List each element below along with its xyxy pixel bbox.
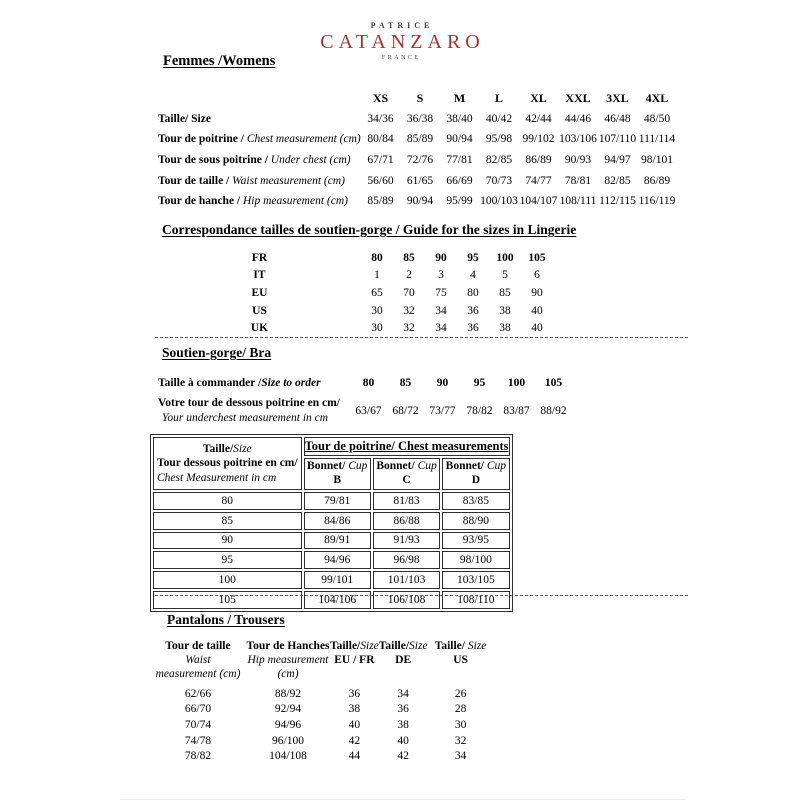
size-value-cell: 56/60 [367, 174, 394, 187]
size-value-cell: 103/106 [559, 133, 597, 146]
corner-subtitle-english: Chest Measurement in cm [157, 471, 277, 484]
size-value-cell: 112/115 [599, 195, 636, 208]
size-header-cell: 3XL [606, 90, 629, 105]
trousers-size-table [150, 640, 494, 764]
size-value-cell: 85 [499, 286, 511, 299]
table-row [158, 249, 553, 267]
size-value-cell: 6 [534, 269, 540, 282]
cup-value-cell: 91/93 [373, 532, 440, 550]
table-row [158, 284, 553, 302]
size-value-cell: 38 [499, 304, 511, 317]
size-value-cell: 86/89 [525, 154, 552, 167]
size-value-cell: 105 [528, 251, 546, 264]
row-label-english: Your underchest measurement in cm [162, 412, 329, 424]
table-row [150, 686, 494, 702]
cup-value-cell: 88/90 [442, 512, 509, 530]
size-value-cell: 90/93 [564, 154, 592, 167]
size-value-cell: 30 [454, 718, 467, 731]
size-value-cell: 83/87 [503, 405, 530, 417]
table-row [158, 109, 677, 130]
size-value-cell: 42 [348, 734, 361, 747]
size-value-cell: 73/77 [429, 405, 456, 417]
table-row [158, 150, 677, 171]
size-value-cell: 70 [403, 286, 415, 299]
cup-value-cell: 98/100 [442, 551, 509, 569]
size-value-cell: 70/73 [485, 174, 513, 187]
size-value-cell: 38 [397, 718, 409, 731]
size-value-cell: 65 [371, 286, 383, 299]
empty-cell [158, 88, 361, 109]
column-header: Tour de Hanches Hip measurement (cm) [246, 640, 330, 680]
size-value-cell: 34 [454, 750, 467, 763]
cup-value-cell: 83/85 [442, 492, 509, 510]
table-row [153, 591, 510, 609]
table-row [158, 267, 553, 285]
table-row [150, 733, 494, 749]
size-value-cell: 38 [348, 703, 361, 716]
size-value-cell: 5 [502, 269, 508, 282]
size-value-cell: 38 [499, 322, 511, 335]
size-value-cell: 95 [473, 377, 486, 389]
table-row [150, 748, 494, 764]
band-size-cell: 100 [153, 571, 302, 589]
size-value-cell: 38/40 [446, 112, 473, 125]
size-value-cell: 34/36 [367, 112, 394, 125]
country-label: FR [251, 251, 268, 264]
womens-size-table [158, 88, 677, 212]
size-value-cell: 95 [467, 251, 479, 264]
size-value-cell: 85 [399, 377, 412, 389]
size-value-cell: 82/85 [604, 174, 631, 187]
table-row [153, 551, 510, 569]
band-size-cell: 95 [153, 551, 302, 569]
size-value-cell: 66/69 [446, 174, 473, 187]
size-value-cell: 111/114 [638, 133, 676, 146]
brand-name-country: FRANCE [381, 55, 421, 61]
size-value-cell: 40 [348, 718, 361, 731]
cup-value-cell: 94/96 [304, 551, 371, 569]
table-row [158, 191, 677, 212]
cup-value-cell: 108/110 [442, 591, 509, 609]
size-value-cell: 98/101 [641, 154, 673, 167]
dashed-divider [155, 595, 688, 596]
size-value-cell: 70/74 [184, 718, 212, 731]
size-value-cell: 78/82 [466, 405, 493, 417]
size-value-cell: 30 [371, 304, 383, 317]
size-value-cell: 78/82 [184, 750, 212, 763]
row-label: Taille/ Size [158, 112, 211, 125]
size-value-cell: 46/48 [604, 112, 631, 125]
chest-measurements-header: Tour de poitrine/ Chest measurements [304, 437, 510, 456]
row-label: Tour de sous poitrine / Under chest (cm) [158, 154, 351, 167]
column-header: Taille/ Size US [434, 640, 487, 666]
size-value-cell: 67/71 [367, 154, 394, 167]
bra-section-heading: Soutien-gorge/ Bra [162, 345, 272, 360]
cup-value-cell: 84/86 [304, 512, 371, 530]
cup-value-cell: 81/83 [373, 492, 440, 510]
country-label: EU [251, 286, 268, 299]
country-label: US [252, 304, 267, 317]
size-header-cell: L [494, 90, 503, 105]
size-value-cell: 44 [348, 750, 361, 763]
size-header-cell: 4XL [645, 90, 669, 105]
dashed-divider [155, 337, 688, 338]
size-value-cell: 32 [454, 734, 467, 747]
size-value-cell: 36/38 [406, 112, 434, 125]
cup-value-cell: 106/108 [373, 591, 440, 609]
row-label: Tour de taille / Waist measurement (cm) [158, 174, 345, 187]
size-value-cell: 94/97 [604, 154, 631, 167]
cup-value-cell: 89/91 [304, 532, 371, 550]
size-value-cell: 86/89 [643, 174, 671, 187]
size-value-cell: 85/89 [406, 133, 434, 146]
size-value-cell: 80/84 [367, 133, 394, 146]
size-value-cell: 82/85 [485, 154, 513, 167]
cup-table-header-row [153, 437, 510, 456]
size-value-cell: 28 [454, 703, 467, 716]
corner-subtitle-french: Tour dessous poitrine en cm/ [157, 457, 298, 470]
trousers-header-row [150, 640, 494, 686]
size-value-cell: 66/70 [184, 703, 212, 716]
size-value-cell: 40/42 [485, 112, 513, 125]
cup-value-cell: 99/101 [304, 571, 371, 589]
table-row [153, 532, 510, 550]
size-value-cell: 100 [496, 251, 514, 264]
size-value-cell: 74/78 [184, 734, 212, 747]
lingerie-guide-heading: Correspondance tailles de soutien-gorge / Guide for the sizes in Lingerie [162, 222, 577, 237]
cup-value-cell: 103/105 [442, 571, 509, 589]
size-value-cell: 74/77 [525, 174, 552, 187]
table-row [150, 702, 494, 718]
table-row [150, 717, 494, 733]
column-header: Tour de taille Waist measurement (cm) [155, 640, 241, 680]
band-size-cell: 85 [153, 512, 302, 530]
brand-name-main: CATANZARO [320, 31, 485, 53]
row-label-french: Votre tour de dessous poitrine en cm/ [158, 397, 340, 410]
size-value-cell: 90 [436, 377, 449, 389]
cup-value-cell: 101/103 [373, 571, 440, 589]
size-value-cell: 4 [470, 269, 476, 282]
table-row [158, 319, 553, 337]
size-value-cell: 30 [371, 322, 383, 335]
row-label: Taille à commander /Size to order [158, 377, 321, 389]
band-size-cell: 105 [153, 591, 302, 609]
trousers-section-heading: Pantalons / Trousers [167, 612, 285, 627]
size-header-cell: XL [530, 90, 547, 105]
row-label [158, 394, 350, 428]
band-size-cell: 90 [153, 532, 302, 550]
size-value-cell: 36 [397, 703, 409, 716]
size-value-cell: 2 [406, 269, 412, 282]
size-value-cell: 34 [435, 304, 447, 317]
size-value-cell: 90/94 [406, 195, 434, 208]
size-value-cell: 40 [531, 322, 543, 335]
size-value-cell: 32 [403, 322, 415, 335]
size-value-cell: 72/76 [406, 154, 434, 167]
size-value-cell: 68/72 [392, 405, 419, 417]
cup-value-cell: 79/81 [304, 492, 371, 510]
column-header: Taille/Size DE [378, 640, 428, 666]
size-value-cell: 62/66 [184, 687, 212, 700]
size-value-cell: 40 [397, 734, 409, 747]
table-row [158, 129, 677, 150]
womens-section-heading: Femmes /Womens [163, 53, 276, 69]
size-value-cell: 77/81 [446, 154, 473, 167]
size-value-cell: 34 [397, 687, 409, 700]
country-label: UK [250, 322, 269, 335]
cup-d-header: Bonnet/ Cup D [442, 458, 509, 490]
size-value-cell: 85 [403, 251, 415, 264]
row-label: Tour de hanche / Hip measurement (cm) [158, 195, 348, 208]
bra-size-table [158, 372, 572, 428]
table-row [158, 394, 572, 428]
size-value-cell: 105 [544, 377, 563, 389]
table-row [158, 302, 553, 320]
size-value-cell: 108/111 [559, 195, 597, 208]
size-value-cell: 36 [467, 322, 479, 335]
table-row [153, 571, 510, 589]
size-value-cell: 44/46 [564, 112, 592, 125]
size-value-cell: 1 [374, 269, 380, 282]
size-value-cell: 3 [438, 269, 444, 282]
cup-value-cell: 96/98 [373, 551, 440, 569]
cup-b-header: Bonnet/ Cup B [304, 458, 371, 490]
size-value-cell: 96/100 [272, 734, 304, 747]
size-header-cell: XXL [565, 90, 591, 105]
size-value-cell: 90/94 [446, 133, 473, 146]
size-value-cell: 99/102 [522, 133, 555, 146]
cup-value-cell: 104/106 [304, 591, 371, 609]
country-label: IT [253, 269, 266, 282]
cup-c-header: Bonnet/ Cup C [373, 458, 440, 490]
size-value-cell: 104/108 [269, 750, 307, 763]
size-value-cell: 75 [435, 286, 447, 299]
size-value-cell: 90 [435, 251, 447, 264]
size-value-cell: 90 [531, 286, 543, 299]
column-header: Taille/Size EU / FR [330, 640, 379, 666]
size-value-cell: 88/92 [274, 687, 302, 700]
size-value-cell: 104/107 [519, 195, 558, 208]
size-value-cell: 42/44 [525, 112, 552, 125]
table-row [158, 170, 677, 191]
cup-value-cell: 93/95 [442, 532, 509, 550]
lingerie-conversion-table [158, 249, 553, 337]
row-label: Tour de poitrine / Chest measurement (cm) [158, 133, 361, 146]
table-row [153, 512, 510, 530]
band-size-cell: 80 [153, 492, 302, 510]
size-header-cell: XS [372, 90, 389, 105]
size-header-cell: S [416, 90, 424, 105]
size-value-cell: 48/50 [643, 112, 671, 125]
brand-name-top: PATRICE [370, 21, 434, 30]
size-value-cell: 100 [507, 377, 526, 389]
size-value-cell: 34 [435, 322, 447, 335]
table-row [158, 372, 572, 394]
bra-cup-table [150, 434, 513, 612]
size-value-cell: 63/67 [355, 405, 382, 417]
cup-table-corner-cell: Taille/Size Tour dessous poitrine en cm/ Chest Measurement in cm [153, 437, 302, 490]
size-value-cell: 88/92 [540, 405, 567, 417]
size-value-cell: 32 [403, 304, 415, 317]
cup-value-cell: 86/88 [373, 512, 440, 530]
womens-size-header-row [158, 88, 677, 109]
table-row [153, 492, 510, 510]
size-value-cell: 100/103 [480, 195, 518, 208]
size-value-cell: 26 [454, 687, 467, 700]
size-value-cell: 107/110 [598, 133, 637, 146]
size-value-cell: 40 [531, 304, 543, 317]
size-value-cell: 42 [397, 750, 409, 763]
size-value-cell: 95/99 [446, 195, 473, 208]
size-value-cell: 92/94 [274, 703, 302, 716]
size-value-cell: 80 [467, 286, 479, 299]
brand-logo [0, 22, 800, 61]
size-value-cell: 78/81 [564, 174, 592, 187]
size-value-cell: 80 [362, 377, 375, 389]
size-value-cell: 80 [371, 251, 383, 264]
size-value-cell: 36 [348, 687, 361, 700]
size-value-cell: 94/96 [274, 718, 302, 731]
size-value-cell: 95/98 [485, 133, 513, 146]
size-value-cell: 85/89 [367, 195, 394, 208]
size-value-cell: 61/65 [406, 174, 434, 187]
size-header-cell: M [453, 90, 466, 105]
size-value-cell: 36 [467, 304, 479, 317]
size-value-cell: 116/119 [638, 195, 676, 208]
